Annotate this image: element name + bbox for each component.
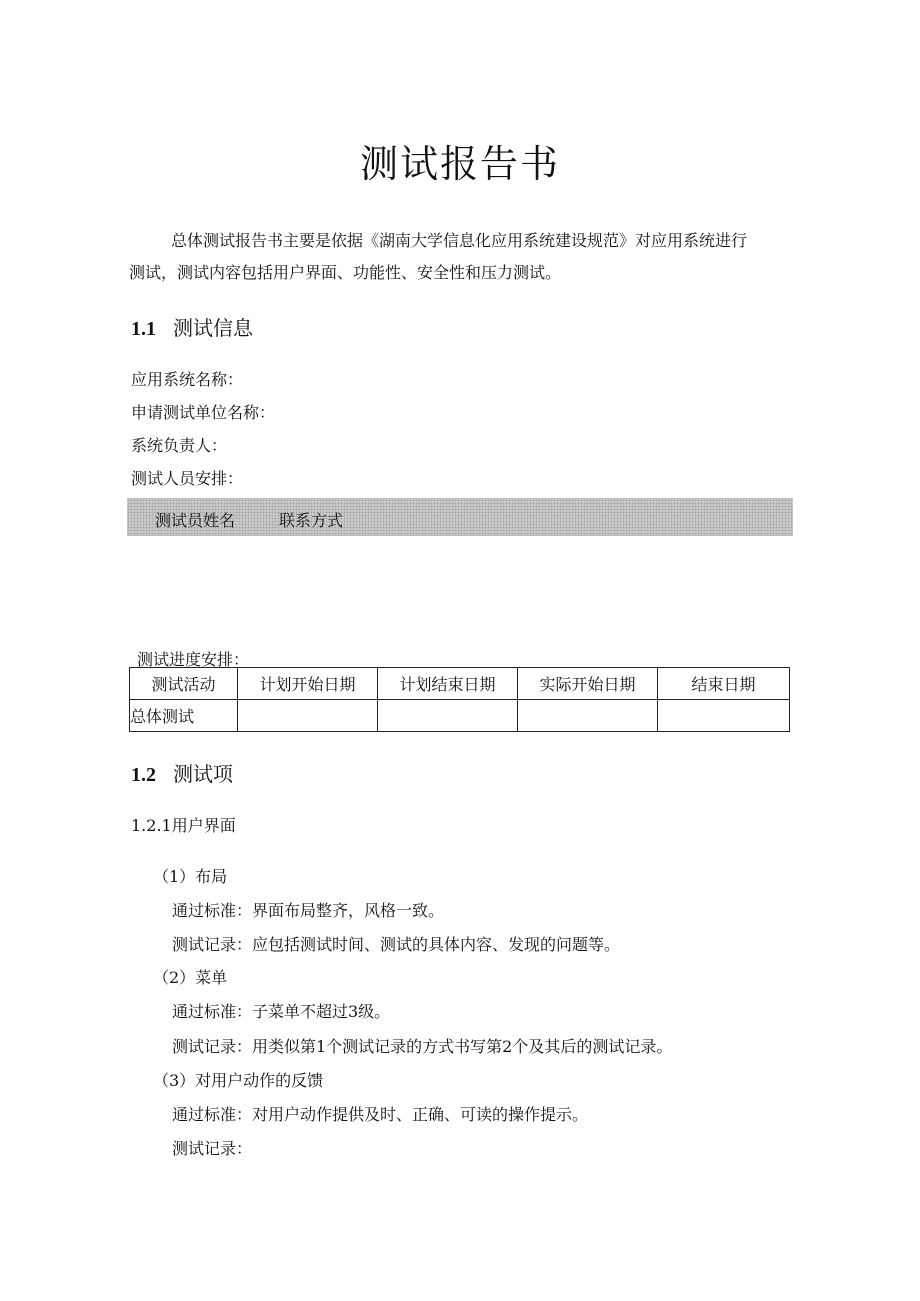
schedule-header-row: [130, 668, 790, 700]
schedule-row: [130, 700, 790, 732]
intro-line-2: 测试，测试内容包括用户界面、功能性、安全性和压力测试。: [129, 263, 562, 282]
schedule-header-cell: 计划结束日期: [378, 668, 518, 700]
schedule-label: 测试进度安排：: [137, 650, 250, 669]
field-applicant-unit: 申请测试单位名称：: [131, 403, 276, 422]
schedule-cell: 总体测试: [130, 700, 238, 732]
schedule-cell: [378, 700, 518, 732]
section-number: 1.1: [131, 318, 156, 340]
test-item-label: （3）对用户动作的反馈: [153, 1071, 324, 1090]
test-item-line: 测试记录：应包括测试时间、测试的具体内容、发现的问题等。: [172, 935, 621, 954]
staff-table-header: [127, 498, 793, 536]
section-title: 测试信息: [173, 316, 253, 340]
test-item-line: 通过标准：界面布局整齐，风格一致。: [172, 901, 445, 920]
test-item-line: 测试记录：: [172, 1139, 253, 1158]
test-item-label: （1）布局: [153, 867, 228, 886]
schedule-header-cell: 计划开始日期: [238, 668, 378, 700]
schedule-header-cell: 实际开始日期: [518, 668, 658, 700]
schedule-cell: [658, 700, 790, 732]
test-item-label: （2）菜单: [153, 968, 228, 987]
intro-line-1: 总体测试报告书主要是依据《湖南大学信息化应用系统建设规范》对应用系统进行: [171, 231, 748, 250]
page-title: 测试报告书: [359, 142, 560, 186]
field-system-owner: 系统负责人：: [131, 436, 228, 455]
schedule-header-cell: 结束日期: [658, 668, 790, 700]
test-item-line: 测试记录：用类似第1个测试记录的方式书写第2个及其后的测试记录。: [172, 1037, 673, 1056]
staff-header-name: 测试员姓名: [155, 511, 236, 530]
field-staff-arrangement: 测试人员安排：: [131, 469, 244, 488]
schedule-cell: [238, 700, 378, 732]
schedule-table: [129, 667, 790, 732]
test-item-line: 通过标准：子菜单不超过3级。: [172, 1002, 391, 1021]
section-title: 测试项: [173, 762, 233, 786]
schedule-header-cell: 测试活动: [130, 668, 238, 700]
section-heading-1-2: [131, 758, 233, 787]
staff-header-contact: 联系方式: [279, 511, 344, 530]
test-item-line: 通过标准：对用户动作提供及时、正确、可读的操作提示。: [172, 1105, 589, 1124]
section-number: 1.2: [131, 764, 156, 786]
section-heading-1-1: [131, 312, 253, 341]
schedule-cell: [518, 700, 658, 732]
field-app-name: 应用系统名称：: [131, 370, 244, 389]
subsection-heading: 1.2.1用户界面: [131, 816, 236, 835]
